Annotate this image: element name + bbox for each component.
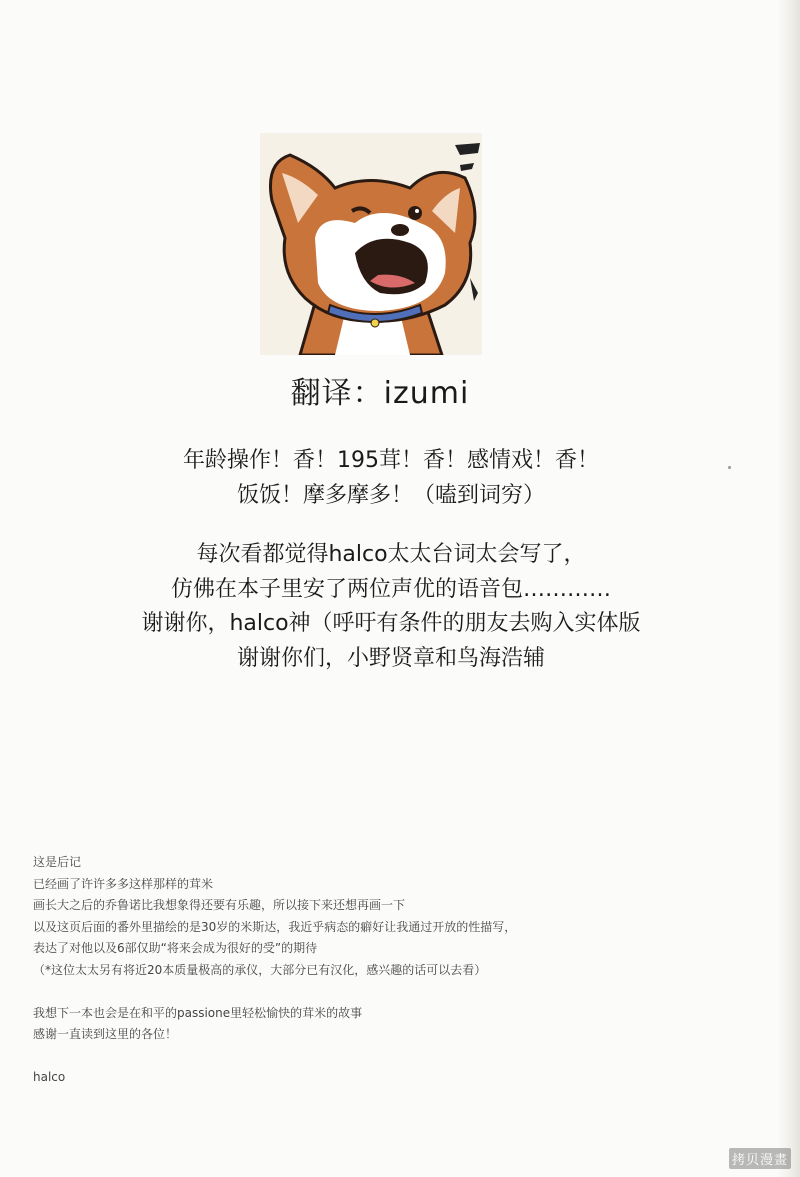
afterword-line: 已经画了许许多多这样那样的茸米	[33, 876, 214, 891]
afterword	[33, 852, 633, 1088]
thanks-line: 仿佛在本子里安了两位声优的语音包…………	[170, 576, 611, 602]
shiba-dog-shouting-icon	[260, 133, 482, 355]
translator-name: izumi	[383, 376, 470, 411]
afterword-line: 感谢一直读到这里的各位！	[33, 1027, 178, 1042]
paper-speck	[728, 466, 731, 469]
thanks-line: 每次看都觉得halco太太台词太会写了，	[196, 542, 586, 567]
translator-note-line: 饭饭！摩多摩多！（嗑到词穷）	[236, 482, 545, 508]
thanks-message	[0, 538, 782, 676]
translator-label: 翻译：	[290, 376, 384, 411]
afterword-line: 画长大之后的乔鲁诺比我想象得还要有乐趣，所以接下来还想再画一下	[33, 898, 406, 913]
afterword-line: 以及这页后面的番外里描绘的是30岁的米斯达，我近乎病态的癖好让我通过开放的性描写，	[33, 919, 517, 934]
afterword-line: （*这位太太另有将近20本质量极高的承仪，大部分已有汉化，感兴趣的话可以去看）	[33, 962, 487, 977]
translator-note-line: 年龄操作！香！195茸！香！感情戏！香！	[183, 448, 599, 473]
thanks-line: 谢谢你，halco神（呼吁有条件的朋友去购入实体版	[141, 611, 641, 636]
translator-credit	[0, 368, 760, 412]
afterword-signature: halco	[33, 1069, 66, 1084]
watermark: 拷贝漫畫	[729, 1148, 791, 1169]
translator-note	[0, 444, 782, 513]
afterword-line: 我想下一本也会是在和平的passione里轻松愉快的茸米的故事	[33, 1005, 363, 1020]
afterword-line: 表达了对他以及6部仅助“将来会成为很好的受”的期待	[33, 941, 318, 956]
thanks-line: 谢谢你们，小野贤章和鸟海浩辅	[236, 645, 545, 671]
afterword-line: 这是后记	[33, 855, 82, 869]
